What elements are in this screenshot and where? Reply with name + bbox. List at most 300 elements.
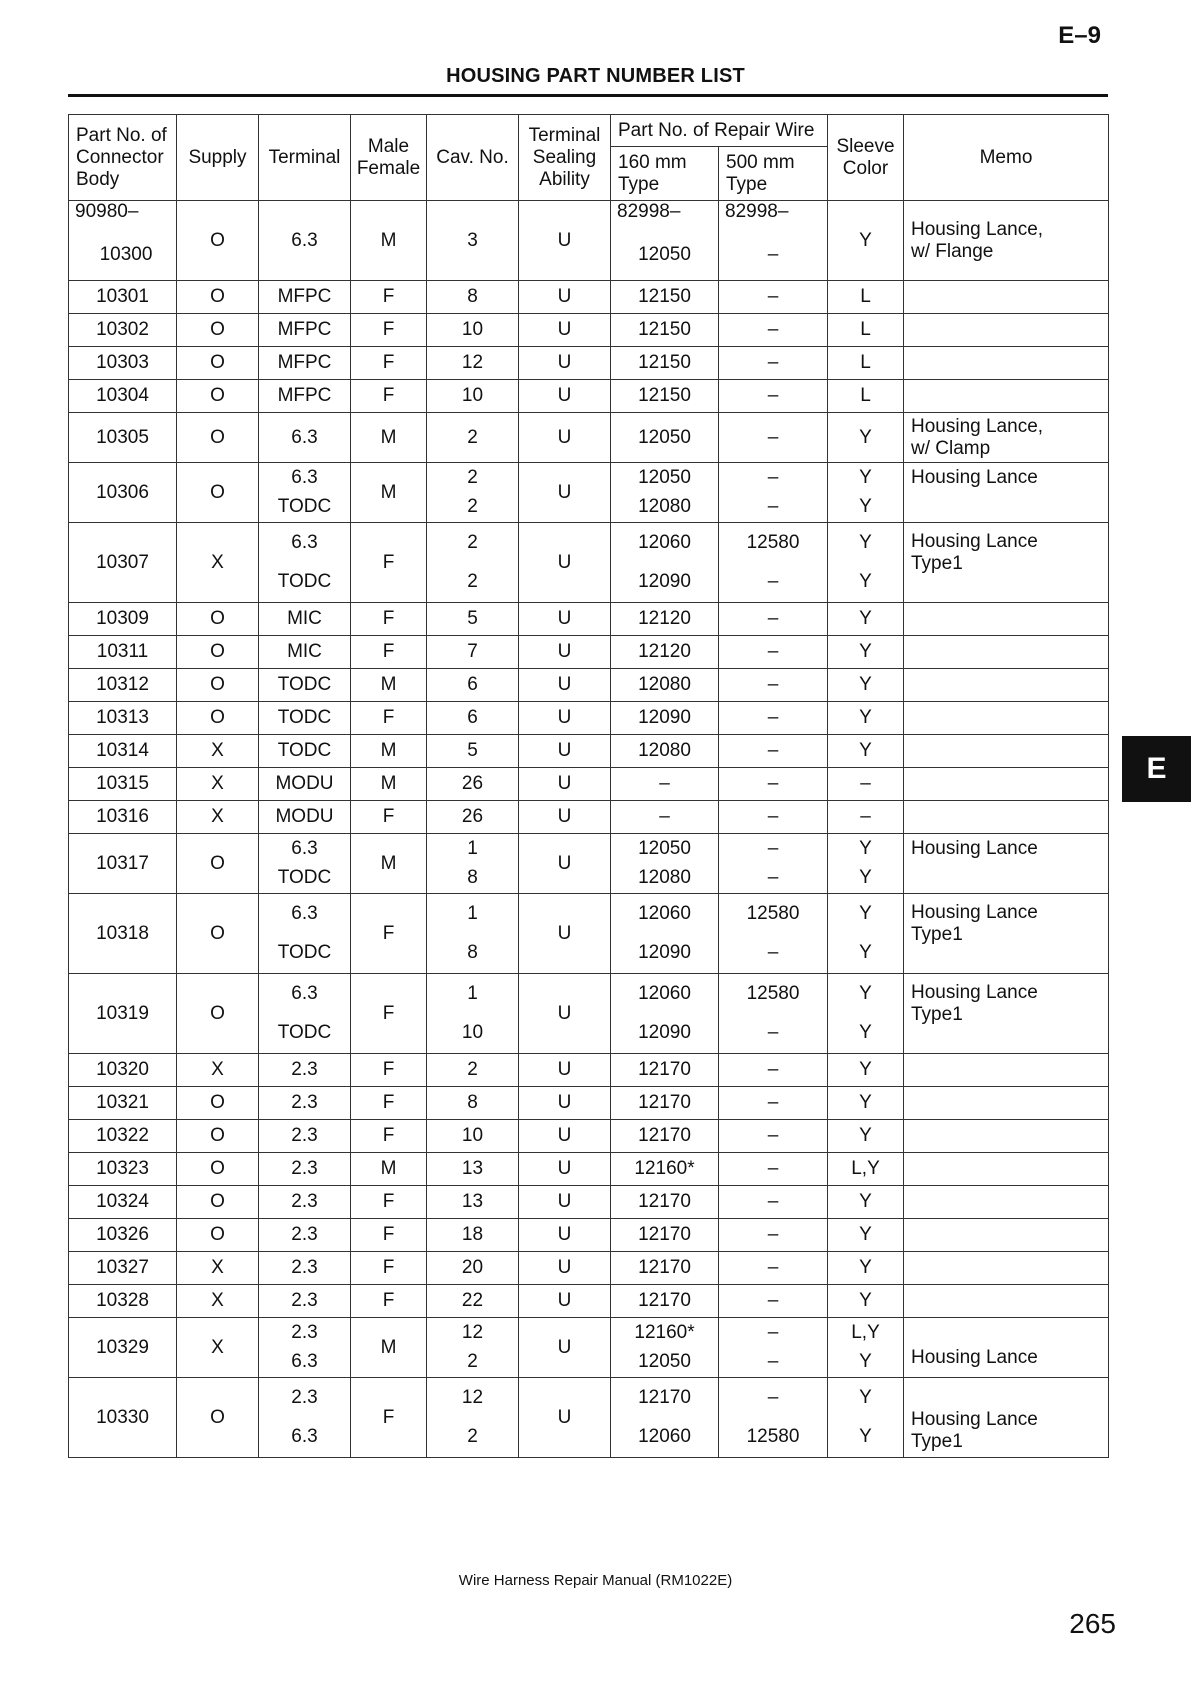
male-female-cell: [351, 413, 427, 463]
cav-no-cell: [427, 834, 519, 894]
sleeve-cell: [828, 281, 904, 314]
table-row: [69, 801, 1109, 834]
supply-value: O: [210, 286, 225, 307]
w160-value: 12170: [638, 1224, 691, 1245]
male-female-value: F: [382, 1224, 395, 1245]
male-female-value: M: [380, 773, 397, 794]
cav-no-cell: [427, 314, 519, 347]
male-female-cell: [351, 735, 427, 768]
sealing-cell: [519, 603, 611, 636]
sealing-value: U: [557, 1002, 572, 1024]
supply-cell: [177, 1318, 259, 1378]
wire-500-cell: [719, 894, 828, 974]
terminal-cell: [259, 1087, 351, 1120]
wire-160-cell: [611, 1186, 719, 1219]
sleeve-value: Y: [859, 942, 872, 964]
supply-cell: [177, 201, 259, 281]
part-number: 10317: [96, 852, 149, 874]
wire-500-cell: [719, 636, 828, 669]
part-number: 10319: [96, 1002, 149, 1024]
w160-value: 12060: [638, 531, 691, 553]
male-female-cell: [351, 974, 427, 1054]
male-female-value: M: [380, 674, 397, 695]
part-number-cell: [69, 702, 177, 735]
memo-value: Housing Lance Type1: [911, 1409, 1038, 1452]
w500-value: –: [767, 352, 779, 373]
cav-value: 5: [467, 608, 478, 629]
w500-value: –: [767, 466, 779, 488]
sealing-cell: [519, 314, 611, 347]
supply-cell: [177, 603, 259, 636]
wire-160-cell: [611, 974, 719, 1054]
supply-value: X: [211, 551, 224, 573]
table-row: [69, 281, 1109, 314]
sleeve-value: Y: [859, 1426, 872, 1448]
part-number-cell: [69, 669, 177, 702]
cav-no-cell: [427, 1186, 519, 1219]
supply-cell: [177, 669, 259, 702]
memo-cell: [904, 1054, 1109, 1087]
male-female-value: F: [382, 1290, 395, 1311]
wire-160-cell: [611, 702, 719, 735]
sealing-value: U: [557, 229, 572, 251]
part-number-cell: [69, 834, 177, 894]
wire-160-cell: [611, 1087, 719, 1120]
w500-value: –: [767, 1059, 779, 1080]
wire-160-cell: [611, 768, 719, 801]
terminal-cell: [259, 636, 351, 669]
header-memo: Memo: [904, 115, 1109, 201]
sleeve-cell: [828, 834, 904, 894]
male-female-value: M: [380, 740, 397, 761]
wire-160-cell: [611, 1054, 719, 1087]
sleeve-cell: [828, 1219, 904, 1252]
table-row: [69, 1153, 1109, 1186]
sealing-cell: [519, 463, 611, 523]
sleeve-value: Y: [859, 902, 872, 924]
male-female-value: M: [380, 229, 397, 251]
sleeve-cell: [828, 768, 904, 801]
supply-cell: [177, 1153, 259, 1186]
cav-value: 2: [467, 426, 478, 448]
header-sealing-ability: Terminal Sealing Ability: [519, 115, 611, 201]
sleeve-value: –: [860, 806, 871, 827]
wire-500-cell: [719, 1219, 828, 1252]
terminal-cell: [259, 201, 351, 281]
part-number-cell: [69, 894, 177, 974]
memo-value: Housing Lance: [911, 1347, 1038, 1368]
supply-cell: [177, 1054, 259, 1087]
sleeve-value: Y: [859, 837, 872, 859]
sealing-value: U: [557, 1125, 572, 1146]
w500-value: –: [767, 244, 779, 265]
supply-value: O: [210, 426, 225, 448]
sleeve-cell: [828, 603, 904, 636]
cav-value: 2: [467, 571, 478, 593]
memo-cell: [904, 702, 1109, 735]
term-value: TODC: [277, 867, 332, 889]
cav-no-cell: [427, 1153, 519, 1186]
wire-500-cell: [719, 768, 828, 801]
w160-value: 12120: [638, 641, 691, 662]
male-female-cell: [351, 1219, 427, 1252]
cav-no-cell: [427, 636, 519, 669]
w160-value: 12170: [638, 1290, 691, 1311]
sleeve-value: L: [860, 352, 871, 373]
cav-no-cell: [427, 347, 519, 380]
sealing-cell: [519, 1087, 611, 1120]
sleeve-cell: [828, 801, 904, 834]
supply-value: X: [211, 1059, 224, 1080]
sleeve-value: Y: [859, 531, 872, 553]
w160-value: 12160*: [634, 1321, 695, 1343]
cav-no-cell: [427, 1120, 519, 1153]
terminal-cell: [259, 1120, 351, 1153]
terminal-cell: [259, 669, 351, 702]
wire-500-cell: [719, 201, 828, 281]
wire-500-cell: [719, 603, 828, 636]
sealing-value: U: [557, 1290, 572, 1311]
w500-value: 12580: [746, 982, 800, 1004]
supply-cell: [177, 413, 259, 463]
male-female-cell: [351, 1318, 427, 1378]
part-number: 10329: [96, 1336, 149, 1358]
male-female-cell: [351, 603, 427, 636]
cav-value: 18: [461, 1224, 484, 1245]
wire-160-cell: [611, 1219, 719, 1252]
w500-value: 12580: [746, 1426, 800, 1448]
sleeve-cell: [828, 735, 904, 768]
memo-cell: [904, 1087, 1109, 1120]
w160-value: 12150: [638, 319, 691, 340]
table-row: [69, 834, 1109, 894]
term-value: MFPC: [277, 286, 332, 307]
term-value: MFPC: [277, 319, 332, 340]
part-number: 10307: [96, 551, 149, 573]
w500-value: –: [767, 1125, 779, 1146]
sleeve-value: Y: [859, 707, 872, 728]
w500-value: –: [767, 641, 779, 662]
cav-no-cell: [427, 1318, 519, 1378]
part-number: 10312: [96, 674, 149, 695]
cav-value: 8: [467, 867, 478, 889]
wire-500-cell: [719, 463, 828, 523]
cav-no-cell: [427, 413, 519, 463]
memo-value: Housing Lance Type1: [911, 531, 1038, 574]
cav-value: 13: [461, 1191, 484, 1212]
part-number-cell: [69, 523, 177, 603]
cav-value: 2: [467, 1426, 478, 1448]
w160-value: 12050: [638, 1351, 691, 1373]
sealing-value: U: [557, 1336, 572, 1358]
terminal-cell: [259, 1054, 351, 1087]
w160-value: 12150: [638, 352, 691, 373]
sealing-cell: [519, 1285, 611, 1318]
male-female-value: F: [382, 286, 395, 307]
male-female-cell: [351, 1054, 427, 1087]
supply-cell: [177, 1378, 259, 1458]
sealing-cell: [519, 894, 611, 974]
section-tab: E: [1122, 736, 1191, 802]
term-value: 2.3: [291, 1386, 318, 1408]
supply-value: O: [210, 1406, 225, 1428]
male-female-value: F: [382, 806, 395, 827]
sealing-cell: [519, 413, 611, 463]
male-female-value: F: [382, 641, 395, 662]
male-female-cell: [351, 1186, 427, 1219]
table-row: [69, 523, 1109, 603]
male-female-cell: [351, 463, 427, 523]
sealing-value: U: [557, 674, 572, 695]
terminal-cell: [259, 1285, 351, 1318]
supply-cell: [177, 801, 259, 834]
w500-value: –: [767, 1321, 779, 1343]
wire-160-cell: [611, 413, 719, 463]
cav-no-cell: [427, 603, 519, 636]
wire-160-cell: [611, 1378, 719, 1458]
cav-no-cell: [427, 768, 519, 801]
wire-160-cell: [611, 380, 719, 413]
wire-500-cell: [719, 1153, 828, 1186]
term-value: 2.3: [291, 1290, 318, 1311]
page-number: 265: [1069, 1608, 1116, 1639]
table-row: [69, 669, 1109, 702]
memo-cell: [904, 1378, 1109, 1458]
sleeve-cell: [828, 1285, 904, 1318]
terminal-cell: [259, 314, 351, 347]
w160-value: 12080: [638, 674, 691, 695]
part-number-cell: [69, 347, 177, 380]
male-female-value: F: [382, 1406, 395, 1428]
memo-cell: [904, 735, 1109, 768]
part-number-cell: [69, 281, 177, 314]
cav-no-cell: [427, 1252, 519, 1285]
male-female-value: F: [382, 1059, 395, 1080]
w500-value: –: [767, 1290, 779, 1311]
male-female-cell: [351, 702, 427, 735]
sleeve-cell: [828, 314, 904, 347]
male-female-value: F: [382, 551, 395, 573]
wire-160-cell: [611, 801, 719, 834]
wire-500-cell: [719, 702, 828, 735]
memo-cell: [904, 1186, 1109, 1219]
term-value: TODC: [277, 740, 332, 761]
table-row: [69, 974, 1109, 1054]
part-number-cell: [69, 1120, 177, 1153]
section-id: E–9: [1058, 22, 1101, 49]
sleeve-cell: [828, 974, 904, 1054]
supply-cell: [177, 636, 259, 669]
w500-value: –: [767, 707, 779, 728]
terminal-cell: [259, 1318, 351, 1378]
sealing-value: U: [557, 1406, 572, 1428]
part-number: 10305: [96, 426, 149, 448]
memo-cell: [904, 894, 1109, 974]
male-female-value: F: [382, 1092, 395, 1113]
wire-160-cell: [611, 735, 719, 768]
part-number-cell: [69, 1153, 177, 1186]
terminal-cell: [259, 1153, 351, 1186]
terminal-cell: [259, 347, 351, 380]
male-female-cell: [351, 1378, 427, 1458]
w500-value: –: [767, 319, 779, 340]
part-number-cell: [69, 735, 177, 768]
male-female-value: M: [380, 1336, 397, 1358]
supply-cell: [177, 834, 259, 894]
sealing-cell: [519, 834, 611, 894]
terminal-cell: [259, 894, 351, 974]
w160-value: 12170: [638, 1386, 691, 1408]
sealing-cell: [519, 768, 611, 801]
wire-160-cell: [611, 636, 719, 669]
table-row: [69, 603, 1109, 636]
cav-no-cell: [427, 801, 519, 834]
supply-cell: [177, 735, 259, 768]
memo-cell: [904, 1285, 1109, 1318]
term-value: MFPC: [277, 385, 332, 406]
sleeve-cell: [828, 347, 904, 380]
sleeve-value: Y: [859, 496, 872, 518]
cav-value: 26: [461, 773, 484, 794]
part-number: 10327: [96, 1257, 149, 1278]
supply-cell: [177, 1219, 259, 1252]
cav-value: 12: [461, 1321, 484, 1343]
cav-value: 1: [467, 982, 478, 1004]
cav-value: 2: [467, 496, 478, 518]
male-female-cell: [351, 1285, 427, 1318]
sealing-cell: [519, 1252, 611, 1285]
male-female-value: F: [382, 707, 395, 728]
header-sleeve-color: Sleeve Color: [828, 115, 904, 201]
sealing-cell: [519, 347, 611, 380]
supply-value: O: [210, 922, 225, 944]
w160-value: 12060: [638, 1426, 691, 1448]
term-value: 2.3: [291, 1158, 318, 1179]
table-row: [69, 314, 1109, 347]
sleeve-value: Y: [859, 1022, 872, 1044]
header-repair-wire: Part No. of Repair Wire: [611, 115, 828, 147]
cav-no-cell: [427, 894, 519, 974]
w160-value: 12060: [638, 982, 691, 1004]
male-female-cell: [351, 1087, 427, 1120]
male-female-cell: [351, 894, 427, 974]
sealing-cell: [519, 201, 611, 281]
memo-cell: [904, 413, 1109, 463]
memo-cell: [904, 380, 1109, 413]
sleeve-cell: [828, 636, 904, 669]
sealing-cell: [519, 801, 611, 834]
table-row: [69, 1318, 1109, 1378]
part-number-cell: [69, 201, 177, 281]
part-number-cell: [69, 463, 177, 523]
sealing-value: U: [557, 352, 572, 373]
part-number-cell: [69, 1054, 177, 1087]
sleeve-value: L: [860, 286, 871, 307]
wire-160-cell: [611, 201, 719, 281]
sleeve-cell: [828, 1318, 904, 1378]
w160-value: 12050: [638, 426, 691, 448]
supply-value: O: [210, 481, 225, 503]
cav-value: 20: [461, 1257, 484, 1278]
w160-value: –: [659, 773, 670, 794]
w500-value: –: [767, 837, 779, 859]
sealing-value: U: [557, 1191, 572, 1212]
memo-cell: [904, 1252, 1109, 1285]
part-prefix: 90980–: [75, 201, 139, 222]
sealing-value: U: [557, 319, 572, 340]
wire-160-cell: [611, 1285, 719, 1318]
supply-cell: [177, 463, 259, 523]
housing-part-table: [68, 114, 1109, 1458]
page-title: HOUSING PART NUMBER LIST: [446, 65, 745, 87]
male-female-value: M: [380, 481, 397, 503]
sleeve-cell: [828, 894, 904, 974]
memo-value: Housing Lance, w/ Flange: [911, 218, 1044, 262]
cav-value: 3: [467, 229, 478, 251]
supply-value: O: [210, 1092, 225, 1113]
supply-value: O: [210, 707, 225, 728]
w160-value: 12080: [638, 496, 691, 518]
supply-cell: [177, 523, 259, 603]
supply-value: O: [210, 229, 225, 251]
wire-prefix: 82998–: [725, 201, 789, 222]
male-female-cell: [351, 834, 427, 894]
w160-value: 12090: [638, 942, 691, 964]
male-female-cell: [351, 1153, 427, 1186]
term-value: TODC: [277, 496, 332, 518]
sealing-cell: [519, 1318, 611, 1378]
supply-value: X: [211, 806, 224, 827]
term-value: 6.3: [291, 1351, 318, 1373]
w160-value: 12080: [638, 740, 691, 761]
cav-no-cell: [427, 281, 519, 314]
w500-value: –: [767, 674, 779, 695]
sealing-value: U: [557, 1092, 572, 1113]
wire-500-cell: [719, 974, 828, 1054]
wire-160-cell: [611, 1252, 719, 1285]
memo-cell: [904, 669, 1109, 702]
sealing-cell: [519, 636, 611, 669]
memo-cell: [904, 603, 1109, 636]
supply-value: O: [210, 1125, 225, 1146]
cav-value: 8: [467, 1092, 478, 1113]
male-female-value: F: [382, 1002, 395, 1024]
sealing-value: U: [557, 707, 572, 728]
wire-160-cell: [611, 834, 719, 894]
memo-cell: [904, 281, 1109, 314]
sealing-cell: [519, 523, 611, 603]
title-rule: [68, 94, 1108, 97]
table-row: [69, 1087, 1109, 1120]
cav-no-cell: [427, 702, 519, 735]
terminal-cell: [259, 834, 351, 894]
w500-value: –: [767, 1386, 779, 1408]
cav-no-cell: [427, 380, 519, 413]
sleeve-value: Y: [859, 1257, 872, 1278]
w160-value: 12150: [638, 385, 691, 406]
male-female-value: F: [382, 1125, 395, 1146]
w500-value: –: [767, 1158, 779, 1179]
sealing-value: U: [557, 1059, 572, 1080]
terminal-cell: [259, 1378, 351, 1458]
part-number-cell: [69, 1252, 177, 1285]
male-female-cell: [351, 380, 427, 413]
wire-160-cell: [611, 347, 719, 380]
w500-value: –: [767, 773, 779, 794]
wire-500-cell: [719, 1318, 828, 1378]
terminal-cell: [259, 1219, 351, 1252]
wire-500-cell: [719, 1252, 828, 1285]
